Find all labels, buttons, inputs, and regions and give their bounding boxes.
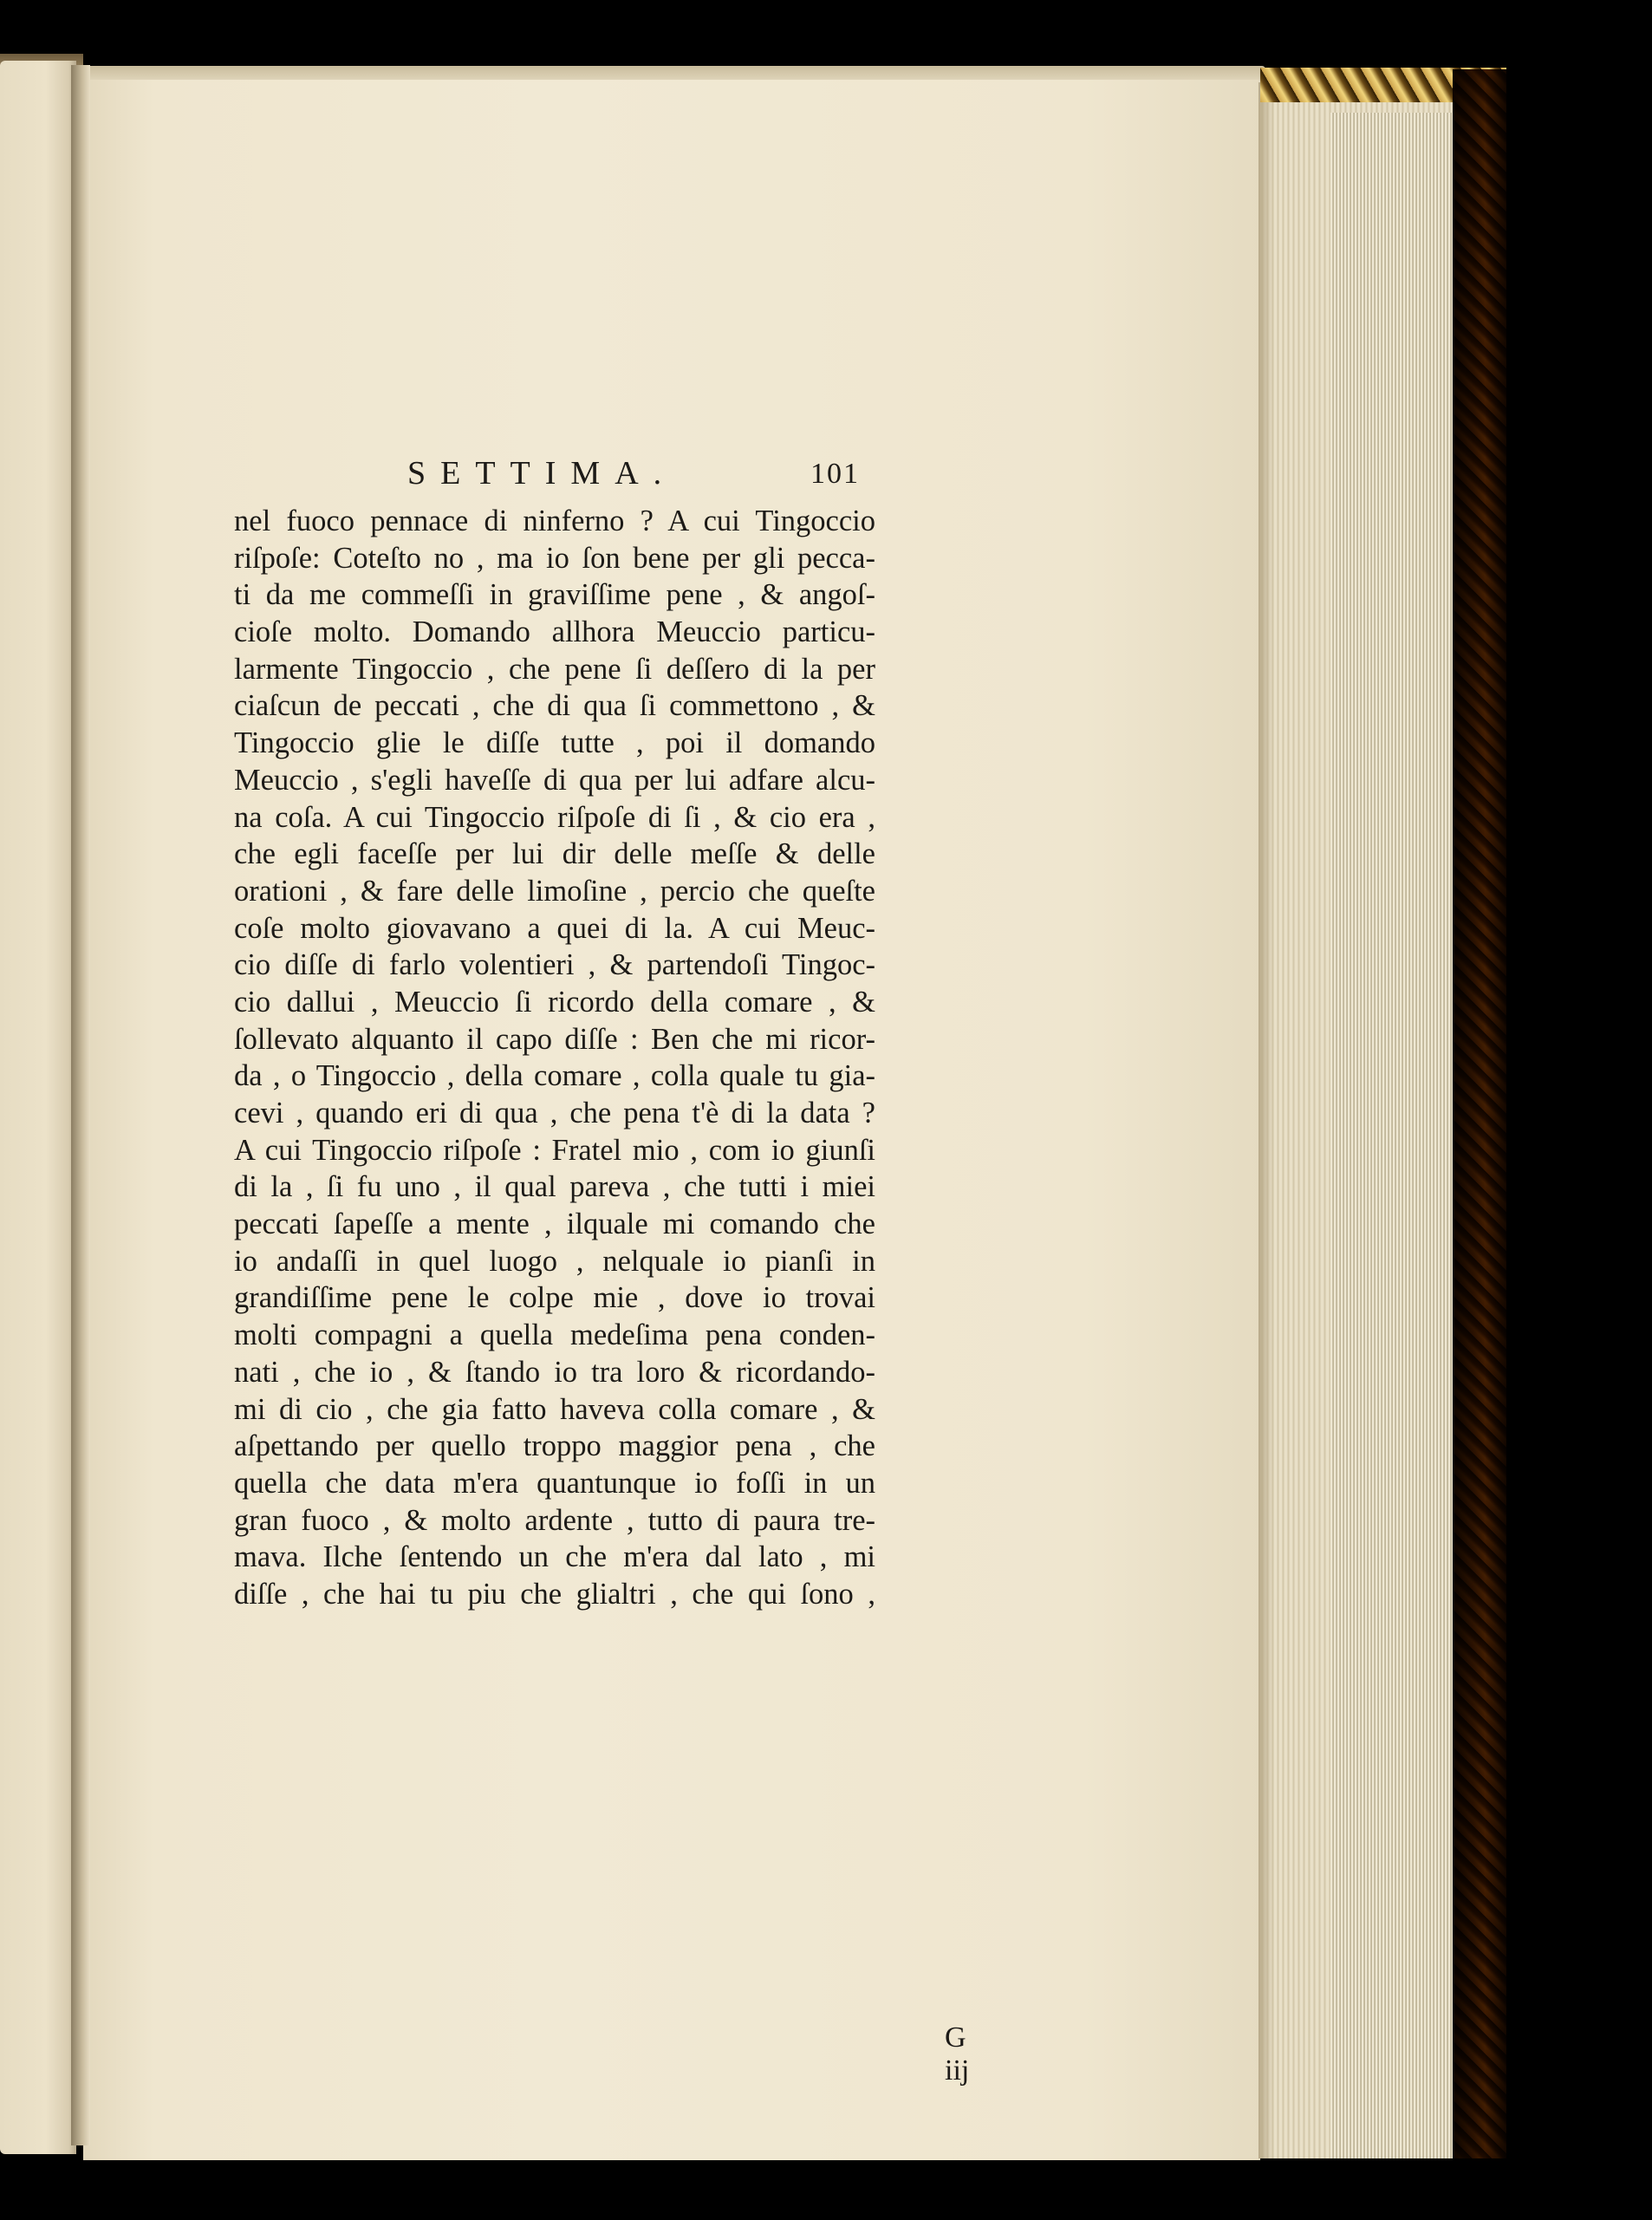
text-line: grandiſſime pene le colpe mie , dove io trovai: [234, 1281, 875, 1315]
fore-edge-shadow: [1259, 82, 1274, 2158]
text-line: cio diſſe di farlo volentieri , & partendoſi Tingoc-: [234, 948, 875, 982]
text-line: mava. Ilche ſentendo un che m'era dal lato , mi: [234, 1540, 875, 1574]
text-line: nati , che io , & ſtando io tra loro & ricordando-: [234, 1355, 875, 1389]
page-number: 101: [810, 458, 860, 490]
text-line: gran fuoco , & molto ardente , tutto di paura tre-: [234, 1503, 875, 1537]
body-text: [234, 503, 875, 1613]
text-line: ſollevato alquanto il capo diſſe : Ben che mi ricor-: [234, 1022, 875, 1056]
text-line: mi di cio , che gia fatto haveva colla comare , &: [234, 1392, 875, 1426]
running-head: [234, 451, 893, 503]
gutter-shadow: [71, 65, 90, 2145]
text-line: cio dallui , Meuccio ſi ricordo della comare , &: [234, 985, 875, 1019]
text-line: diſſe , che hai tu piu che glialtri , che qui ſono ,: [234, 1577, 875, 1611]
text-line: na coſa. A cui Tingoccio riſpoſe di ſi , & cio era ,: [234, 800, 875, 834]
text-line: A cui Tingoccio riſpoſe : Fratel mio , com io giunſi: [234, 1133, 875, 1167]
text-line: di la , ſi fu uno , il qual pareva , che tutti i miei: [234, 1170, 875, 1204]
text-line: io andaſſi in quel luogo , nelquale io pianſi in: [234, 1244, 875, 1278]
gilt-board-edge: [1453, 69, 1506, 2158]
left-page-sliver: [0, 61, 76, 2154]
text-line: ti da me commeſſi in graviſſime pene , & angoſ-: [234, 578, 875, 612]
text-block: [234, 451, 970, 2087]
text-line: larmente Tingoccio , che pene ſi deſſero di la per: [234, 652, 875, 686]
text-line: riſpoſe: Coteſto no , ma io ſon bene per gli pecca-: [234, 541, 875, 575]
fore-edge-block: [1330, 113, 1460, 2158]
running-head-title: SETTIMA.: [407, 455, 677, 492]
text-line: peccati ſapeſſe a mente , ilquale mi comando che: [234, 1208, 875, 1241]
text-line: quella che data m'era quantunque io foſſi in un: [234, 1466, 875, 1500]
text-line: aſpettando per quello troppo maggior pena , che: [234, 1429, 875, 1463]
text-line: che egli faceſſe per lui dir delle meſſe & delle: [234, 837, 875, 871]
text-line: Meuccio , s'egli haveſſe di qua per lui adfare alcu-: [234, 763, 875, 797]
text-line: cioſe molto. Domando allhora Meuccio particu-: [234, 615, 875, 649]
text-line: da , o Tingoccio , della comare , colla quale tu gia-: [234, 1059, 875, 1093]
text-line: cevi , quando eri di qua , che pena t'è di la data ?: [234, 1097, 875, 1130]
signature-mark: G iij: [945, 2021, 970, 2087]
text-line: coſe molto giovavano a quei di la. A cui Meuc-: [234, 911, 875, 945]
text-line: molti compagni a quella medeſima pena conden-: [234, 1318, 875, 1352]
text-line: Tingoccio glie le diſſe tutte , poi il domando: [234, 726, 875, 760]
text-line: ciaſcun de peccati , che di qua ſi commettono , &: [234, 689, 875, 723]
text-line: nel fuoco pennace di ninferno ? A cui Tingoccio: [234, 505, 875, 537]
text-line: orationi , & fare delle limoſine , percio che queſte: [234, 874, 875, 908]
